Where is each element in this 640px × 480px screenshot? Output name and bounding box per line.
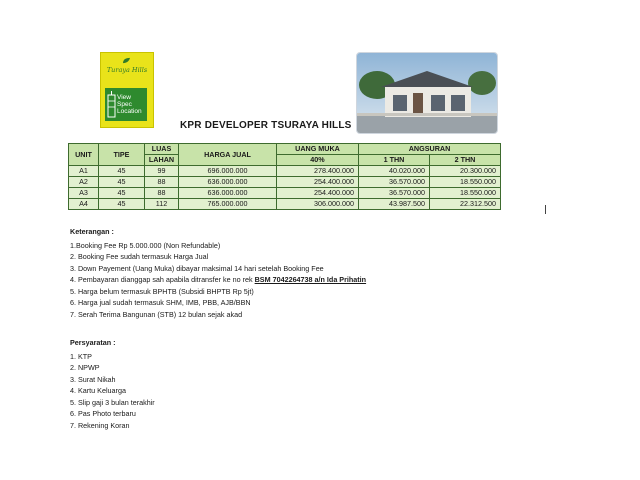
cell-1-thn: 43.987.500 <box>359 199 430 210</box>
bank-account: BSM 7042264738 a/n Ida Prihatin <box>254 275 367 284</box>
keterangan-item: 7. Serah Terima Bangunan (STB) 12 bulan sejak akad <box>70 309 243 319</box>
logo-brand-text: Turaya Hills <box>106 66 148 74</box>
cell-harga: 696.000.000 <box>179 166 277 177</box>
cell-harga: 636.000.000 <box>179 177 277 188</box>
cell-2-thn: 22.312.500 <box>430 199 501 210</box>
cell-1-thn: 36.570.000 <box>359 188 430 199</box>
logo-tag-view: View <box>117 94 131 101</box>
persyaratan-heading: Persyaratan : <box>70 338 116 347</box>
text-cursor <box>545 205 546 214</box>
cell-luas: 112 <box>145 199 179 210</box>
cell-2-thn: 20.300.000 <box>430 166 501 177</box>
header-uang-muka: UANG MUKA <box>277 144 359 155</box>
cell-luas: 88 <box>145 188 179 199</box>
keterangan-item: 6. Harga jual sudah termasuk SHM, IMB, PBB, AJB/BBN <box>70 298 251 307</box>
persyaratan-section <box>70 337 155 431</box>
cell-1-thn: 40.020.000 <box>359 166 430 177</box>
keterangan-item <box>70 274 366 286</box>
cell-dp: 254.400.000 <box>277 177 359 188</box>
cell-harga: 636.000.000 <box>179 188 277 199</box>
keterangan-section <box>70 226 366 320</box>
header-angsuran: ANGSURAN <box>359 144 501 155</box>
cell-2-thn: 18.550.000 <box>430 177 501 188</box>
header-luas: LUAS <box>145 144 179 155</box>
persyaratan-item: 6. Pas Photo terbaru <box>70 409 136 418</box>
persyaratan-item: 4. Kartu Keluarga <box>70 386 126 395</box>
table-row <box>69 188 501 199</box>
table-row <box>69 166 501 177</box>
house-photo <box>356 52 498 134</box>
persyaratan-item: 2. NPWP <box>70 363 100 372</box>
cell-unit: A3 <box>69 188 99 199</box>
cell-2-thn: 18.550.000 <box>430 188 501 199</box>
logo-panel <box>105 88 147 121</box>
header-unit: UNIT <box>69 144 99 166</box>
cell-dp: 254.400.000 <box>277 188 359 199</box>
cell-tipe: 45 <box>99 199 145 210</box>
persyaratan-item: 3. Surat Nikah <box>70 374 116 384</box>
keterangan-item: 1.Booking Fee Rp 5.000.000 (Non Refundable) <box>70 240 221 250</box>
persyaratan-item: 1. KTP <box>70 351 92 361</box>
leaf-icon <box>122 57 131 64</box>
header-tipe: TIPE <box>99 144 145 166</box>
cell-luas: 88 <box>145 177 179 188</box>
header-uang-muka-pct: 40% <box>277 155 359 166</box>
cell-harga: 765.000.000 <box>179 199 277 210</box>
cell-1-thn: 36.570.000 <box>359 177 430 188</box>
page-title: KPR DEVELOPER TSURAYA HILLS <box>180 120 352 131</box>
cell-luas: 99 <box>145 166 179 177</box>
tsuraya-hills-logo <box>100 52 154 128</box>
cell-dp: 278.400.000 <box>277 166 359 177</box>
keterangan-heading: Keterangan : <box>70 227 114 236</box>
cell-tipe: 45 <box>99 188 145 199</box>
header-1-thn: 1 THN <box>359 155 430 166</box>
building-icon <box>107 91 116 118</box>
header-harga-jual: HARGA JUAL <box>179 144 277 166</box>
header-2-thn: 2 THN <box>430 155 501 166</box>
price-table <box>68 143 501 210</box>
table-row <box>69 199 501 210</box>
persyaratan-item: 7. Rekening Koran <box>70 420 130 430</box>
cell-unit: A2 <box>69 177 99 188</box>
header-lahan: LAHAN <box>145 155 179 166</box>
cell-unit: A1 <box>69 166 99 177</box>
keterangan-item: 2. Booking Fee sudah termasuk Harga Jual <box>70 252 209 261</box>
table-row <box>69 177 501 188</box>
cell-dp: 306.000.000 <box>277 199 359 210</box>
table-header-row <box>69 144 501 155</box>
persyaratan-item: 5. Slip gaji 3 bulan terakhir <box>70 397 155 407</box>
cell-unit: A4 <box>69 199 99 210</box>
keterangan-item: 3. Down Payement (Uang Muka) dibayar maksimal 14 hari setelah Booking Fee <box>70 263 324 273</box>
keterangan-item-text: 4. Pembayaran dianggap sah apabila ditransfer ke no rek <box>70 275 255 284</box>
cell-tipe: 45 <box>99 177 145 188</box>
logo-tag-spec: Spec <box>117 101 132 108</box>
keterangan-item: 5. Harga belum termasuk BPHTB (Subsidi BHPTB Rp 5jt) <box>70 286 254 296</box>
logo-tag-location: Location <box>117 108 142 115</box>
cell-tipe: 45 <box>99 166 145 177</box>
